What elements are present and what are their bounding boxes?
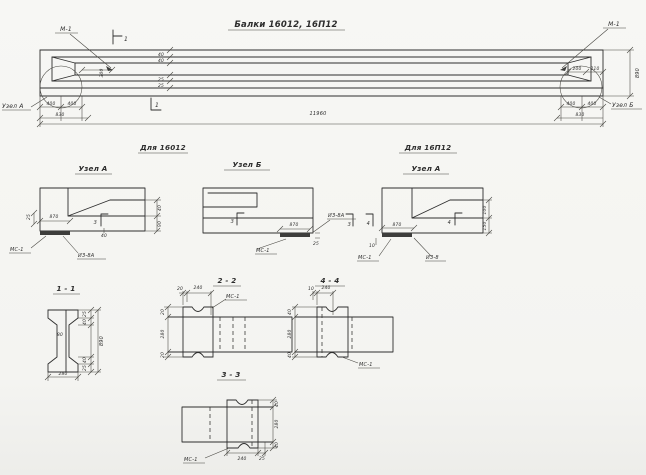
dim-890-height: 890 [635, 67, 641, 79]
dim-870-plate-a: 870 [49, 215, 59, 220]
dim-40-top-s11: 40 [83, 319, 88, 325]
dim-flange-25b: 25 [158, 84, 164, 89]
callout-iz8a-b-leader [312, 220, 330, 233]
section3-marker-b2: 3 [347, 222, 351, 228]
dim-20-top-s22: 20 [177, 287, 183, 292]
section-2-2-hidden-lines [220, 317, 245, 352]
dim-830-right: 830 [575, 113, 585, 118]
dim-210-top: 210 [590, 67, 600, 72]
dim-300-left: 300 [100, 68, 105, 78]
section-4-4 [287, 276, 393, 368]
dim-v100-p: 100 [483, 205, 488, 215]
detail-p-ticks [379, 197, 492, 236]
dim-400-right-1: 400 [566, 102, 576, 107]
callout-ms1-s33: МС-1 [184, 457, 198, 463]
section-2-2-title: 2 - 2 [217, 276, 237, 285]
dim-25-b: 25 [313, 242, 319, 247]
section-1-1 [45, 284, 105, 381]
section-3-3 [182, 370, 280, 463]
dim-v150-p: 150 [483, 221, 488, 231]
node-b-leader [599, 97, 611, 104]
dim-870-plate-b: 870 [289, 223, 299, 228]
dim-v40-a: 40 [158, 205, 163, 211]
main-elevation-view [2, 20, 642, 127]
section-4-4-title: 4 - 4 [320, 276, 340, 285]
dim-25-a: 25 [27, 214, 32, 220]
section-2-2-body [168, 317, 292, 352]
drawing-title: Балки 16012, 16П12 [234, 20, 338, 30]
dim-10-p: 10 [369, 244, 375, 249]
dim-10-top-s44: 10 [308, 287, 314, 292]
dim-280-s44: 280 [288, 329, 293, 339]
ibeam-profile [48, 310, 78, 372]
callout-iz8a-a-leader [63, 236, 78, 253]
section3-marker-b1: 3 [230, 219, 234, 225]
dim-200-top: 200 [572, 67, 582, 72]
dim-40-bot-s11: 40 [83, 357, 88, 363]
heading-for-16012: Для 16012 [140, 143, 186, 152]
beam-inner-lines [40, 57, 603, 88]
dim-280-s22: 280 [161, 329, 166, 339]
dim-400-left-1: 400 [46, 102, 56, 107]
dim-flange-40a: 40 [158, 53, 164, 58]
dimension-ticks [37, 47, 633, 127]
dim-870-plate-p: 870 [392, 223, 402, 228]
callout-m1-right-leader [562, 29, 608, 68]
dim-v90-a: 90 [158, 221, 163, 227]
section-3-3-body [182, 407, 273, 442]
callout-iz8a-a: ИЗ-8А [78, 253, 95, 259]
dim-280-s33: 280 [275, 419, 280, 429]
callout-ms1-a: МС-1 [10, 247, 24, 253]
dim-flange-40b: 40 [158, 59, 164, 64]
section-3-3-title: 3 - 3 [221, 370, 241, 379]
detail-node-b [203, 160, 356, 254]
callout-ms1-p-leader [379, 239, 391, 256]
section4-marker-p2: 4 [447, 220, 451, 226]
heading-node-a2: Узел А [411, 164, 441, 173]
dim-25-bot-s11: 25 [83, 365, 88, 371]
dim-40a-s44: 40 [288, 309, 293, 315]
section1-marker-top: 1 [123, 36, 129, 43]
detail-a-outline [40, 188, 145, 231]
dim-830-left: 830 [55, 113, 65, 118]
section1-marker-top-flag [113, 30, 122, 44]
callout-ms1-a-leader [31, 236, 46, 248]
dim-40-a: 40 [101, 234, 107, 239]
section3-marker-flag-b1 [237, 213, 244, 225]
section-2-2-ticks [165, 290, 214, 360]
dim-890-s11: 890 [99, 335, 105, 347]
dim-25-top-s11: 25 [83, 311, 88, 317]
dim-40b-s44: 40 [288, 352, 293, 358]
callout-ms1-s33-leader [205, 448, 229, 458]
dim-280-s11: 280 [58, 372, 68, 377]
heading-node-a: Узел А [78, 164, 108, 173]
callout-iz8a-b: ИЗ-8А [328, 213, 345, 219]
node-a-label: Узел А [2, 103, 24, 110]
callout-m1-left: М-1 [60, 26, 72, 33]
node-b-label: Узел Б [612, 102, 634, 109]
section-4-4-body [295, 317, 393, 352]
section-2-2 [160, 276, 292, 360]
dim-20a-s22: 20 [161, 309, 166, 315]
dim-25-s33: 25 [259, 457, 265, 462]
section-4-4-ticks [292, 290, 336, 360]
callout-m1-right: М-1 [608, 21, 620, 28]
dimension-lines [40, 50, 630, 124]
callout-ms1-p: МС-1 [358, 255, 372, 261]
section4-marker-flag-p2 [455, 213, 462, 225]
callout-iz8-p-leader [414, 238, 431, 256]
dim-flange-25a: 25 [158, 78, 164, 83]
section-1-1-title: 1 - 1 [56, 284, 76, 293]
section4-marker-p1: 4 [366, 221, 370, 227]
node-a-leader [31, 97, 47, 107]
section-3-3-ticks [224, 397, 276, 456]
dim-web-80-s11: 80 [57, 333, 63, 338]
dim-40a-s33: 40 [275, 401, 280, 407]
section-4-4-dims [292, 291, 333, 357]
heading-for-16p12: Для 16П12 [404, 143, 452, 152]
dim-240-s33: 240 [237, 457, 247, 462]
dim-length: 11960 [309, 111, 327, 117]
detail-node-a-16p12 [357, 143, 492, 261]
dim-20b-s22: 20 [161, 352, 166, 358]
extension-lines [40, 50, 634, 127]
dim-240-top-s22: 240 [193, 286, 203, 291]
callout-ms1-s44-leader [342, 357, 358, 363]
section3-marker-a: 3 [93, 220, 97, 226]
section-4-4-hidden-lines [322, 307, 352, 357]
callout-ms1-s22-leader [212, 299, 226, 308]
bearing-plate-ms1-b [280, 233, 310, 237]
section1-marker-bottom: 1 [154, 102, 160, 109]
section-2-2-block [183, 307, 213, 357]
callout-iz8-p: ИЗ-8 [426, 255, 439, 261]
dim-400-left-2: 400 [67, 102, 77, 107]
heading-node-b: Узел Б [232, 160, 262, 169]
dim-400-right-2: 400 [587, 102, 597, 107]
callout-ms1-b: МС-1 [256, 248, 270, 254]
section-2-2-dims [164, 291, 211, 357]
callout-ms1-b-leader [257, 239, 286, 249]
bearing-plate-ms1 [40, 231, 70, 235]
dim-240-top-s44: 240 [321, 286, 331, 291]
bearing-plate-ms1-p [382, 233, 412, 237]
detail-node-a-16012 [9, 143, 188, 259]
callout-ms1-s44: МС-1 [359, 362, 373, 368]
callout-ms1-s22: МС-1 [226, 294, 240, 300]
dim-40b-s33: 40 [275, 442, 280, 448]
